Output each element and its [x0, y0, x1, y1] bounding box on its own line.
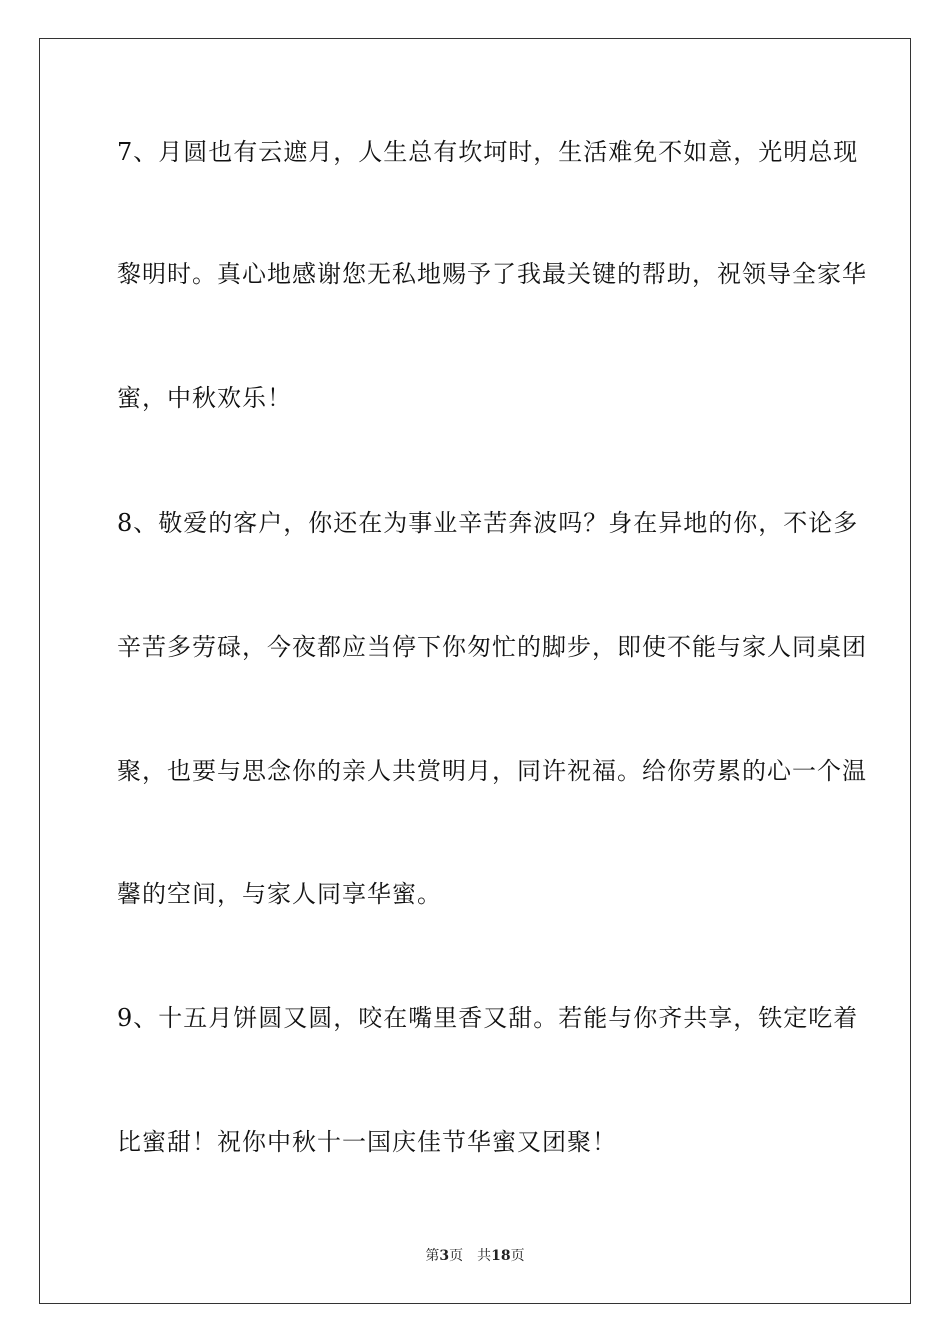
page-footer: [0, 1247, 950, 1265]
paragraph-7-line-1: 7、月圆也有云遮月，人生总有坎坷时，生活难免不如意，光明总现: [117, 138, 859, 166]
total-prefix: 共: [477, 1248, 492, 1264]
paragraph-9-line-1: 9、十五月饼圆又圆，咬在嘴里香又甜。若能与你齐共享，铁定吃着: [117, 1004, 859, 1032]
page-number: 3: [439, 1248, 450, 1264]
page-suffix: 页: [449, 1248, 464, 1264]
paragraph-7-line-3: 蜜，中秋欢乐！: [117, 384, 292, 412]
paragraph-8-line-4: 馨的空间，与家人同享华蜜。: [117, 880, 442, 908]
paragraph-8-line-2: 辛苦多劳碌，今夜都应当停下你匆忙的脚步，即使不能与家人同桌团: [117, 633, 867, 661]
total-pages: 18: [491, 1248, 511, 1264]
paragraph-8-line-3: 聚，也要与思念你的亲人共赏明月，同许祝福。给你劳累的心一个温: [117, 757, 867, 785]
total-suffix: 页: [510, 1248, 525, 1264]
paragraph-7-line-2: 黎明时。真心地感谢您无私地赐予了我最关键的帮助，祝领导全家华: [117, 260, 867, 288]
paragraph-9-line-2: 比蜜甜！祝你中秋十一国庆佳节华蜜又团聚！: [117, 1128, 617, 1156]
page-prefix: 第: [425, 1248, 440, 1264]
page-border: [39, 38, 911, 1304]
paragraph-8-line-1: 8、敬爱的客户，你还在为事业辛苦奔波吗？身在异地的你，不论多: [117, 509, 859, 537]
